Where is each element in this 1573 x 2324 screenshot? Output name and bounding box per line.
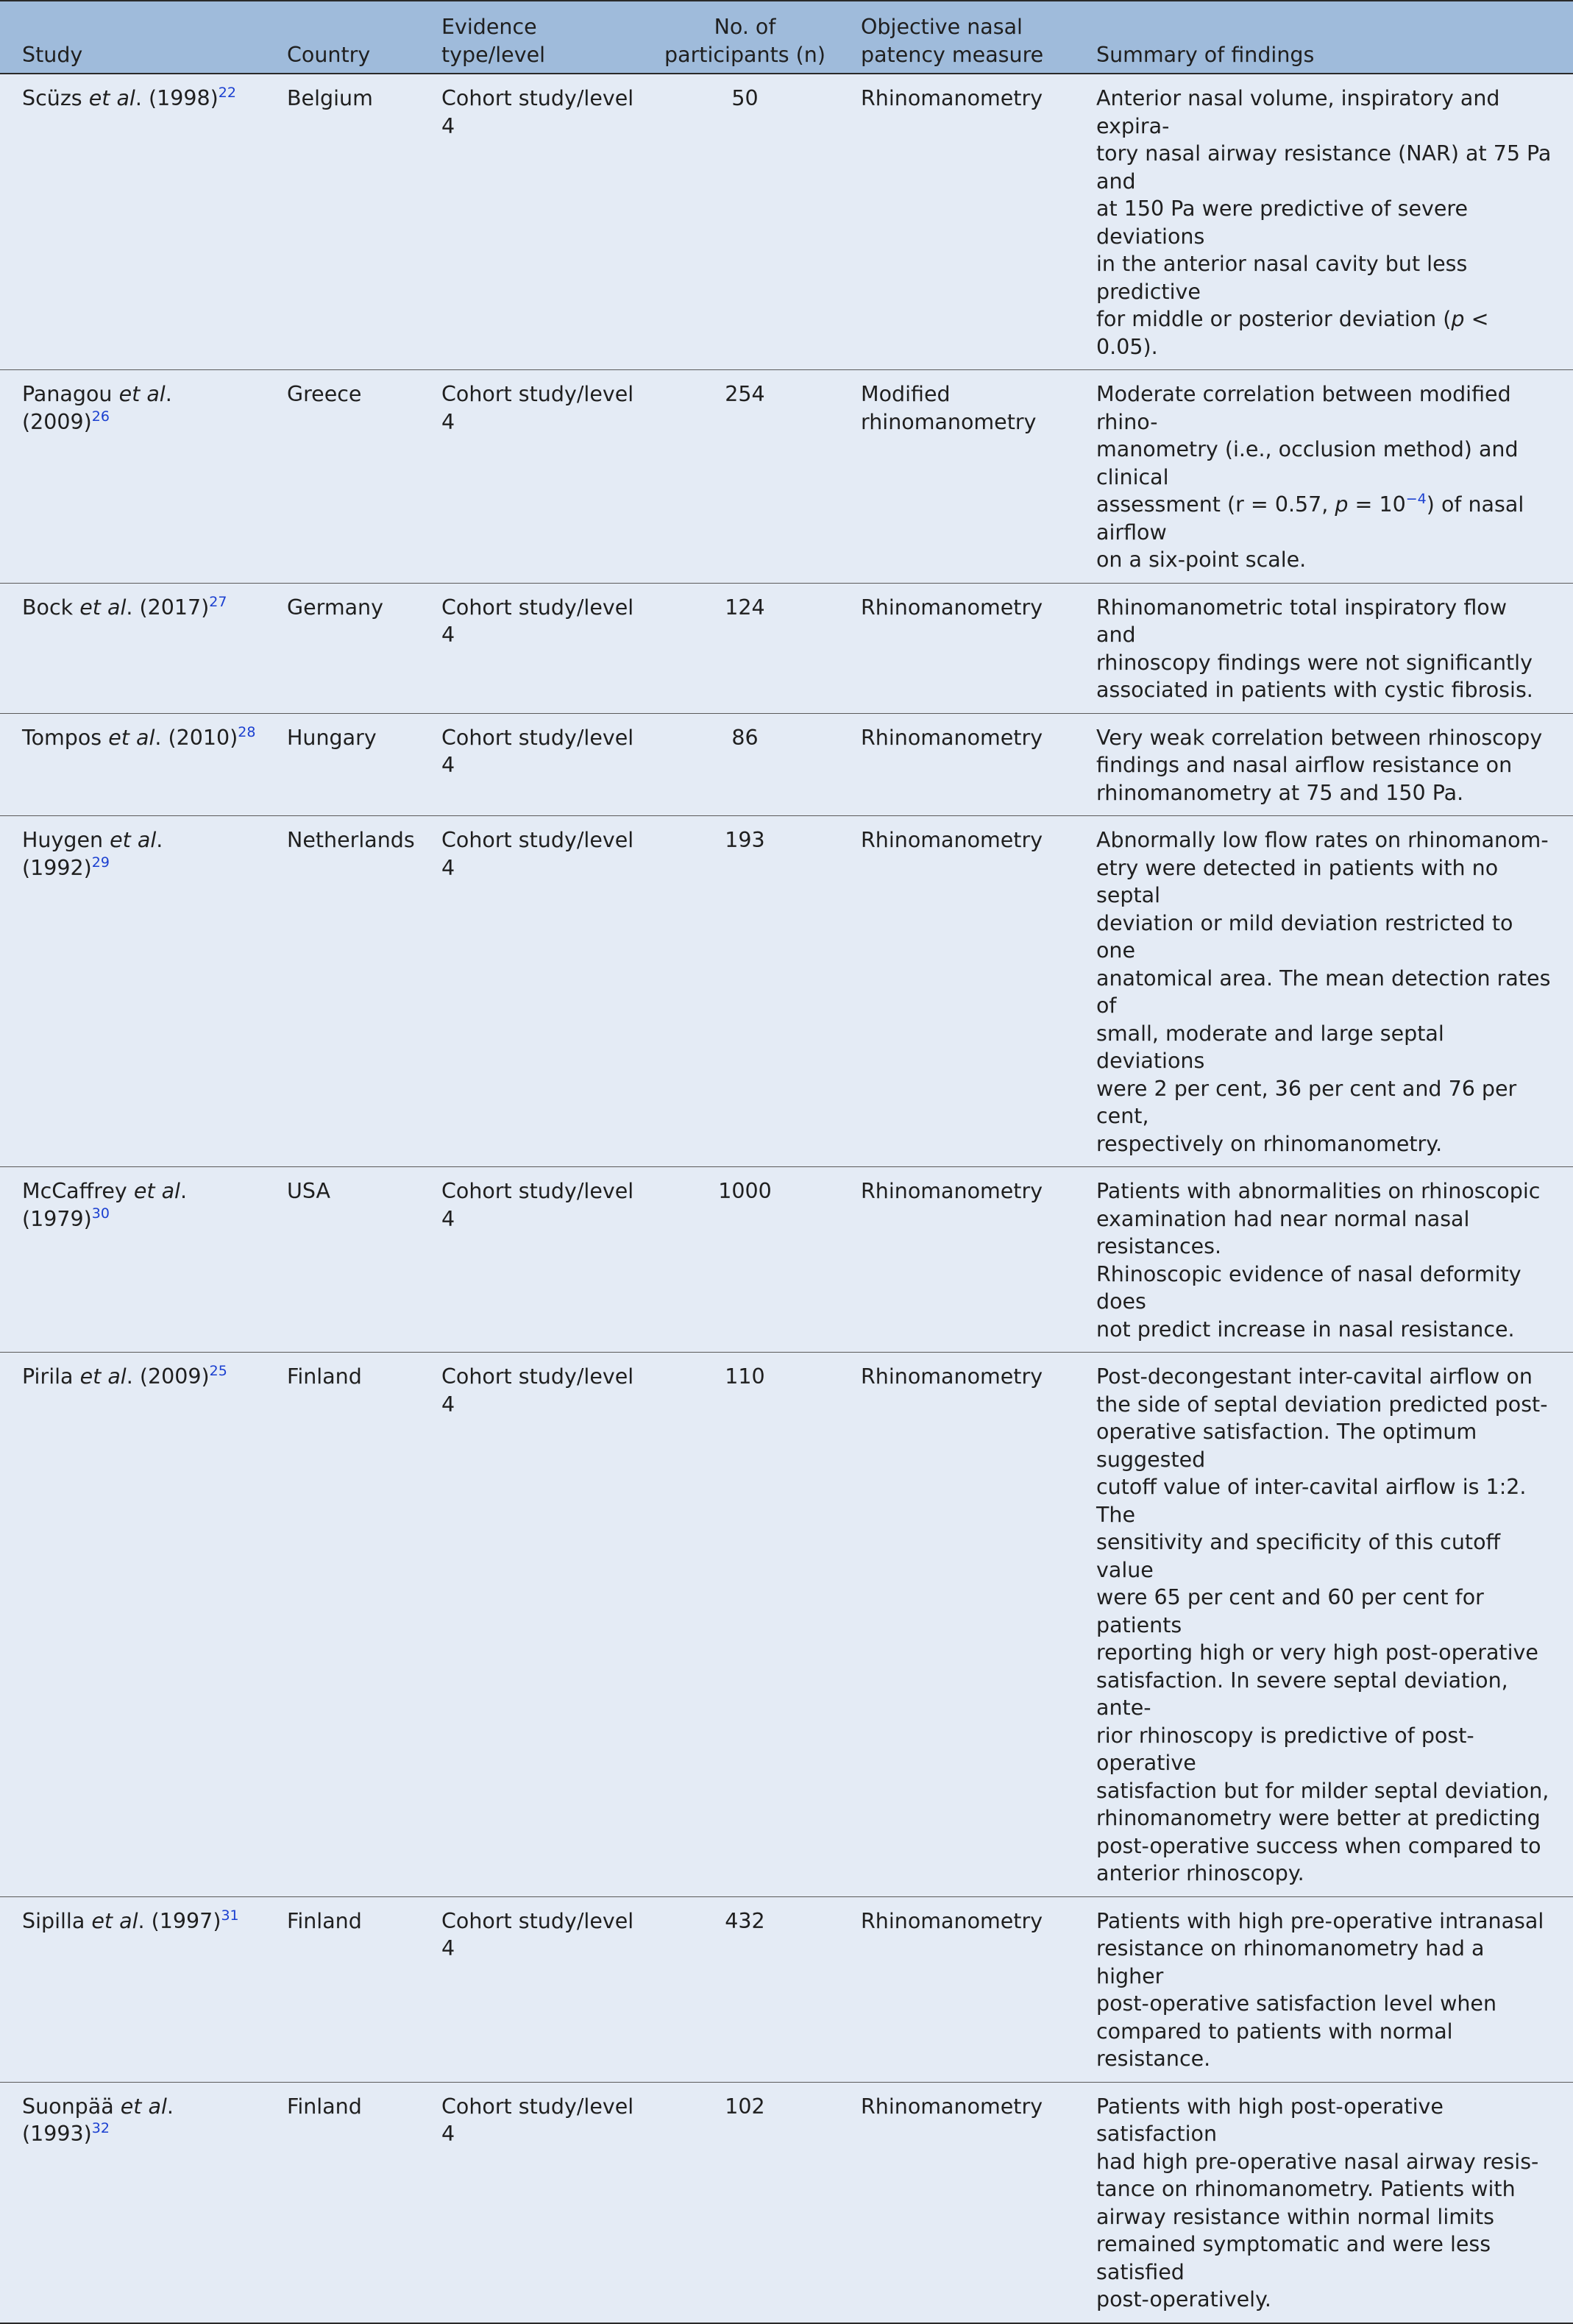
participants-cell: 102 bbox=[651, 2082, 839, 2323]
study-year: . (2017) bbox=[126, 595, 210, 620]
study-author: Huygen bbox=[22, 828, 104, 852]
evidence-cell: Cohort study/level 4 bbox=[419, 713, 651, 816]
study-cell bbox=[0, 1896, 265, 2082]
header-measure-line1: Objective nasal bbox=[861, 15, 1023, 39]
summary-line: not predict increase in nasal resistance. bbox=[1096, 1317, 1515, 1342]
summary-line: sensitivity and specificity of this cutoff value bbox=[1096, 1530, 1501, 1582]
measure-cell: Rhinomanometry bbox=[839, 74, 1074, 370]
evidence-cell: Cohort study/level 4 bbox=[419, 1167, 651, 1353]
table-row bbox=[0, 370, 1573, 584]
summary-line: deviation or mild deviation restricted to one bbox=[1096, 910, 1513, 963]
summary-line: satisfaction but for milder septal deviation, bbox=[1096, 1778, 1549, 1803]
summary-cell bbox=[1074, 1167, 1573, 1353]
reference-link[interactable]: 26 bbox=[91, 408, 110, 425]
study-author: Pirila bbox=[22, 1364, 74, 1389]
evidence-cell: Cohort study/level 4 bbox=[419, 583, 651, 713]
summary-cell bbox=[1074, 74, 1573, 370]
summary-line: operative satisfaction. The optimum suggested bbox=[1096, 1420, 1477, 1472]
summary-line: tory nasal airway resistance (NAR) at 75 Pa and bbox=[1096, 141, 1552, 194]
summary-line: Patients with high post-operative satisfaction bbox=[1096, 2094, 1444, 2146]
study-etal: et al bbox=[108, 725, 155, 750]
study-cell bbox=[0, 370, 265, 584]
country-cell: Belgium bbox=[265, 74, 419, 370]
evidence-cell: Cohort study/level 4 bbox=[419, 1353, 651, 1897]
summary-line: anatomical area. The mean detection rates of bbox=[1096, 966, 1551, 1018]
reference-link[interactable]: 27 bbox=[209, 593, 227, 610]
summary-line: Post-decongestant inter-cavital airflow on bbox=[1096, 1364, 1533, 1389]
measure-cell bbox=[839, 370, 1074, 584]
summary-line: rior rhinoscopy is predictive of post-operative bbox=[1096, 1723, 1474, 1775]
measure-line: rhinomanometry bbox=[861, 409, 1037, 434]
summary-text: = 10 bbox=[1348, 492, 1406, 517]
summary-line: tance on rhinomanometry. Patients with bbox=[1096, 2177, 1516, 2201]
measure-cell: Rhinomanometry bbox=[839, 1896, 1074, 2082]
table-row bbox=[0, 713, 1573, 816]
study-cell bbox=[0, 1167, 265, 1353]
study-etal: et al bbox=[118, 382, 166, 406]
participants-cell: 110 bbox=[651, 1353, 839, 1897]
study-year: . (1998) bbox=[135, 86, 219, 110]
summary-cell bbox=[1074, 2082, 1573, 2323]
header-participants-line1: No. of bbox=[714, 15, 776, 39]
country-cell: Finland bbox=[265, 2082, 419, 2323]
reference-link[interactable]: 31 bbox=[221, 1907, 239, 1924]
summary-line: manometry (i.e., occlusion method) and clinical bbox=[1096, 437, 1519, 489]
summary-line: were 65 per cent and 60 per cent for patients bbox=[1096, 1585, 1484, 1637]
table-row bbox=[0, 2082, 1573, 2323]
summary-line: cutoff value of inter-cavital airflow is 1:2. The bbox=[1096, 1475, 1527, 1527]
summary-line: had high pre-operative nasal airway resis- bbox=[1096, 2149, 1539, 2174]
summary-cell bbox=[1074, 816, 1573, 1167]
country-cell: Finland bbox=[265, 1896, 419, 2082]
summary-line: small, moderate and large septal deviations bbox=[1096, 1021, 1444, 1073]
country-cell: USA bbox=[265, 1167, 419, 1353]
study-etal: et al bbox=[88, 86, 135, 110]
summary-line: associated in patients with cystic fibrosis. bbox=[1096, 678, 1533, 702]
study-author: Suonpää bbox=[22, 2094, 114, 2119]
header-summary: Summary of findings bbox=[1074, 1, 1573, 74]
summary-italic: p bbox=[1451, 307, 1465, 331]
summary-line: reporting high or very high post-operative bbox=[1096, 1640, 1538, 1665]
measure-cell: Rhinomanometry bbox=[839, 583, 1074, 713]
study-year: . (2009) bbox=[126, 1364, 210, 1389]
evidence-cell: Cohort study/level 4 bbox=[419, 370, 651, 584]
summary-line: Rhinomanometric total inspiratory flow and bbox=[1096, 595, 1508, 647]
table-row bbox=[0, 583, 1573, 713]
study-author: Panagou bbox=[22, 382, 113, 406]
summary-line: examination had near normal nasal resistances. bbox=[1096, 1206, 1470, 1258]
summary-line: rhinomanometry were better at predicting bbox=[1096, 1806, 1541, 1830]
summary-line: compared to patients with normal resistance. bbox=[1096, 2019, 1453, 2071]
reference-link[interactable]: 32 bbox=[91, 2120, 110, 2136]
summary-line: findings and nasal airflow resistance on bbox=[1096, 753, 1513, 777]
summary-line: satisfaction. In severe septal deviation, ante- bbox=[1096, 1668, 1508, 1720]
summary-line: airway resistance within normal limits bbox=[1096, 2204, 1494, 2229]
summary-cell bbox=[1074, 1353, 1573, 1897]
study-etal: et al bbox=[79, 1364, 127, 1389]
study-year: . (1979) bbox=[22, 1179, 188, 1231]
header-participants-line2: participants (n) bbox=[664, 42, 825, 67]
study-author: Bock bbox=[22, 595, 74, 620]
reference-link[interactable]: 29 bbox=[91, 854, 110, 871]
evidence-cell: Cohort study/level 4 bbox=[419, 816, 651, 1167]
study-cell bbox=[0, 816, 265, 1167]
header-evidence: Evidence type/level bbox=[419, 1, 651, 74]
participants-cell: 432 bbox=[651, 1896, 839, 2082]
summary-line: etry were detected in patients with no septal bbox=[1096, 855, 1499, 907]
summary-line: respectively on rhinomanometry. bbox=[1096, 1131, 1443, 1156]
summary-line: Moderate correlation between modified rhino- bbox=[1096, 382, 1511, 434]
summary-line: on a six-point scale. bbox=[1096, 548, 1307, 572]
summary-line: Very weak correlation between rhinoscopy bbox=[1096, 725, 1543, 750]
participants-cell: 86 bbox=[651, 713, 839, 816]
evidence-cell: Cohort study/level 4 bbox=[419, 2082, 651, 2323]
summary-line: Patients with abnormalities on rhinoscopic bbox=[1096, 1179, 1541, 1203]
table-row bbox=[0, 816, 1573, 1167]
reference-link[interactable]: 28 bbox=[238, 723, 256, 740]
study-etal: et al bbox=[110, 828, 157, 852]
study-cell bbox=[0, 74, 265, 370]
measure-cell: Rhinomanometry bbox=[839, 1353, 1074, 1897]
study-author: Scüzs bbox=[22, 86, 82, 110]
summary-cell bbox=[1074, 713, 1573, 816]
country-cell: Netherlands bbox=[265, 816, 419, 1167]
study-year: . (1992) bbox=[22, 828, 163, 880]
summary-italic: p bbox=[1335, 492, 1349, 517]
summary-line: the side of septal deviation predicted post- bbox=[1096, 1392, 1548, 1417]
summary-line: in the anterior nasal cavity but less predictive bbox=[1096, 252, 1468, 304]
summary-line: post-operatively. bbox=[1096, 2287, 1271, 2311]
measure-line: Modified bbox=[861, 382, 951, 406]
measure-cell: Rhinomanometry bbox=[839, 2082, 1074, 2323]
summary-line bbox=[1096, 491, 1552, 546]
study-year: . (1997) bbox=[138, 1908, 221, 1933]
evidence-cell: Cohort study/level 4 bbox=[419, 74, 651, 370]
study-etal: et al bbox=[120, 2094, 167, 2119]
study-cell bbox=[0, 1353, 265, 1897]
summary-line: Rhinoscopic evidence of nasal deformity does bbox=[1096, 1261, 1521, 1314]
header-study: Study bbox=[0, 1, 265, 74]
header-row bbox=[0, 1, 1573, 74]
study-etal: et al bbox=[91, 1908, 138, 1933]
header-measure bbox=[839, 1, 1074, 74]
study-etal: et al bbox=[79, 595, 127, 620]
summary-text: < 0.05). bbox=[1096, 307, 1489, 359]
summary-line: rhinomanometry at 75 and 150 Pa. bbox=[1096, 780, 1464, 805]
participants-cell: 193 bbox=[651, 816, 839, 1167]
summary-line: post-operative success when compared to bbox=[1096, 1833, 1541, 1858]
country-cell: Hungary bbox=[265, 713, 419, 816]
country-cell: Finland bbox=[265, 1353, 419, 1897]
measure-cell: Rhinomanometry bbox=[839, 713, 1074, 816]
summary-cell bbox=[1074, 1896, 1573, 2082]
table-row bbox=[0, 1896, 1573, 2082]
country-cell: Greece bbox=[265, 370, 419, 584]
table-row bbox=[0, 74, 1573, 370]
summary-line: post-operative satisfaction level when bbox=[1096, 1991, 1497, 2016]
study-author: McCaffrey bbox=[22, 1179, 127, 1203]
participants-cell: 50 bbox=[651, 74, 839, 370]
participants-cell: 124 bbox=[651, 583, 839, 713]
study-author: Tompos bbox=[22, 725, 102, 750]
summary-text: ) of nasal airflow bbox=[1096, 492, 1524, 545]
reference-link[interactable]: 30 bbox=[91, 1205, 110, 1222]
reference-link[interactable]: 25 bbox=[209, 1363, 227, 1379]
summary-cell bbox=[1074, 583, 1573, 713]
summary-line: Anterior nasal volume, inspiratory and expira- bbox=[1096, 86, 1500, 138]
summary-text: for middle or posterior deviation ( bbox=[1096, 307, 1452, 331]
header-country: Country bbox=[265, 1, 419, 74]
summary-cell bbox=[1074, 370, 1573, 584]
summary-line: were 2 per cent, 36 per cent and 76 per cent, bbox=[1096, 1076, 1517, 1128]
study-author: Sipilla bbox=[22, 1908, 85, 1933]
summary-superscript: −4 bbox=[1405, 491, 1427, 507]
study-year: . (1993) bbox=[22, 2094, 174, 2146]
measure-cell: Rhinomanometry bbox=[839, 816, 1074, 1167]
country-cell: Germany bbox=[265, 583, 419, 713]
summary-line: rhinoscopy findings were not significantly bbox=[1096, 650, 1533, 675]
table-row bbox=[0, 1167, 1573, 1353]
reference-link[interactable]: 22 bbox=[218, 85, 236, 101]
study-etal: et al bbox=[133, 1179, 180, 1203]
summary-line: Patients with high pre-operative intranasal bbox=[1096, 1908, 1544, 1933]
study-year: . (2010) bbox=[155, 725, 238, 750]
summary-line: anterior rhinoscopy. bbox=[1096, 1861, 1304, 1885]
participants-cell: 1000 bbox=[651, 1167, 839, 1353]
header-measure-line2: patency measure bbox=[861, 42, 1044, 67]
study-cell bbox=[0, 2082, 265, 2323]
summary-line: at 150 Pa were predictive of severe deviations bbox=[1096, 196, 1468, 249]
header-participants bbox=[651, 1, 839, 74]
measure-cell: Rhinomanometry bbox=[839, 1167, 1074, 1353]
summary-line: remained symptomatic and were less satisfied bbox=[1096, 2232, 1491, 2284]
summary-line: resistance on rhinomanometry had a higher bbox=[1096, 1936, 1485, 1988]
table-row bbox=[0, 1353, 1573, 1897]
summary-text: assessment (r = 0.57, bbox=[1096, 492, 1335, 517]
summary-line bbox=[1096, 305, 1552, 361]
study-cell bbox=[0, 713, 265, 816]
summary-line: Abnormally low flow rates on rhinomanom- bbox=[1096, 828, 1549, 852]
study-year: . (2009) bbox=[22, 382, 172, 434]
study-cell bbox=[0, 583, 265, 713]
participants-cell: 254 bbox=[651, 370, 839, 584]
evidence-cell: Cohort study/level 4 bbox=[419, 1896, 651, 2082]
